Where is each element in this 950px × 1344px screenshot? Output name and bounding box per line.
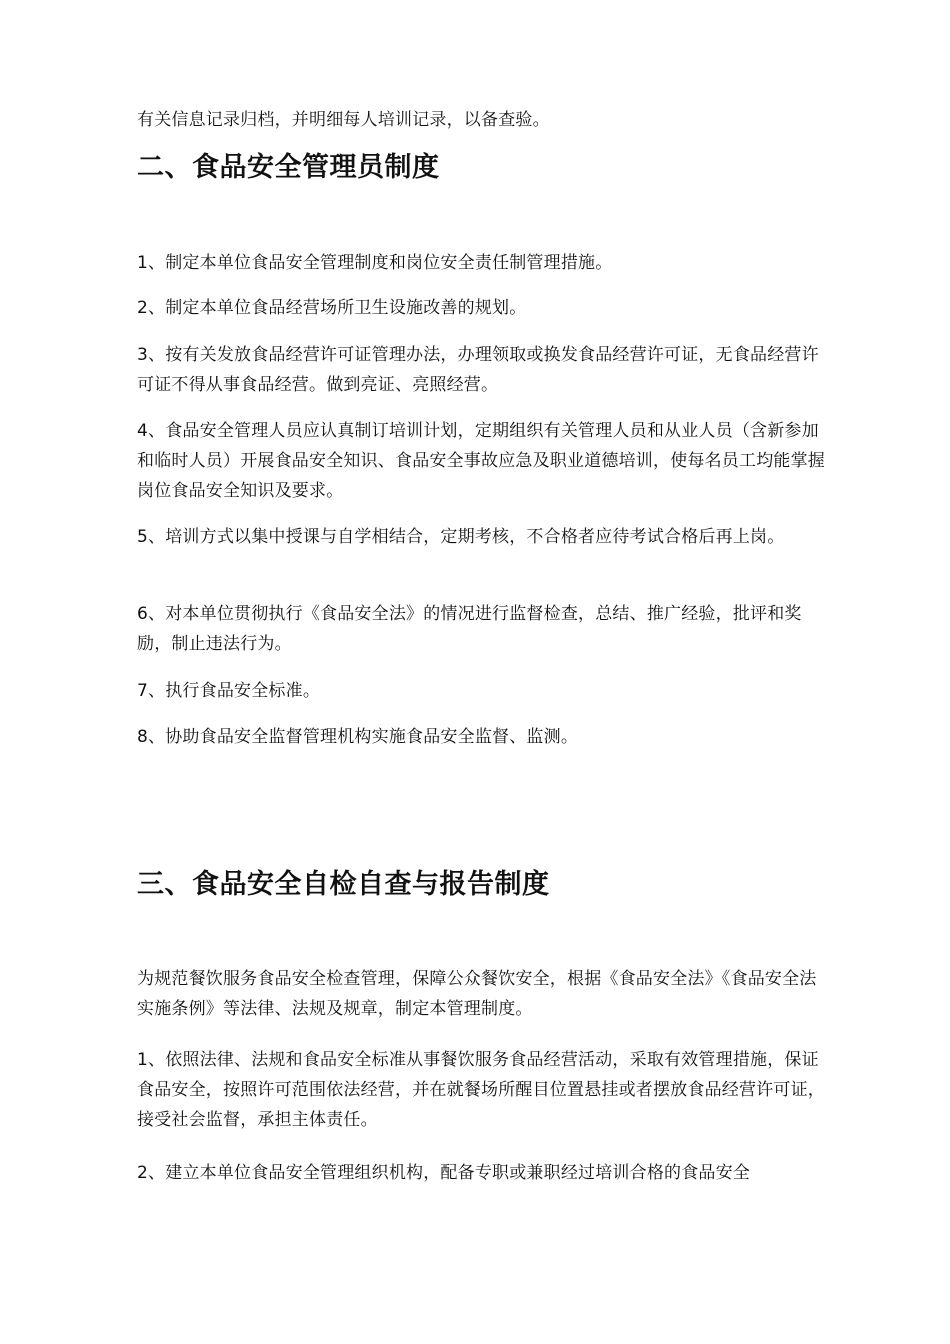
section-2-item-6: 6、对本单位贯彻执行《食品安全法》的情况进行监督检查，总结、推广经验，批评和奖励，制止违法行为。 <box>137 604 802 654</box>
section-2-item-2: 2、制定本单位食品经营场所卫生设施改善的规划。 <box>137 298 527 318</box>
section-2-item-1: 1、制定本单位食品安全管理制度和岗位安全责任制管理措施。 <box>137 253 613 273</box>
section-3-item-2: 2、建立本单位食品安全管理组织机构，配备专职或兼职经过培训合格的食品安全 <box>137 1163 751 1183</box>
intro-paragraph: 有关信息记录归档，并明细每人培训记录，以备查验。 <box>137 110 550 130</box>
section-3-item-1: 1、依照法律、法规和食品安全标准从事餐饮服务食品经营活动，采取有效管理措施，保证食品安全，按照许可范围依法经营，并在就餐场所醒目位置悬挂或者摆放食品经营许可证，接受社会监督，承担主体责任。 <box>137 1050 825 1130</box>
section-3-preamble: 为规范餐饮服务食品安全检查管理，保障公众餐饮安全，根据《食品安全法》《食品安全法实施条例》等法律、法规及规章，制定本管理制度。 <box>137 969 817 1019</box>
section-2-item-5: 5、培训方式以集中授课与自学相结合，定期考核，不合格者应待考试合格后再上岗。 <box>137 527 785 547</box>
section-2-item-3: 3、按有关发放食品经营许可证管理办法，办理领取或换发食品经营许可证，无食品经营许可证不得从事食品经营。做到亮证、亮照经营。 <box>137 345 819 395</box>
section-3-heading: 三、食品安全自检自查与报告制度 <box>137 869 550 900</box>
section-2-item-8: 8、协助食品安全监督管理机构实施食品安全监督、监测。 <box>137 727 579 747</box>
section-2-heading: 二、食品安全管理员制度 <box>137 152 440 183</box>
section-2-item-7: 7、执行食品安全标准。 <box>137 681 321 701</box>
section-2-item-4: 4、食品安全管理人员应认真制订培训计划，定期组织有关管理人员和从业人员（含新参加和临时人员）开展食品安全知识、食品安全事故应急及职业道德培训，使每名员工均能掌握岗位食品安全知识及要求。 <box>137 421 825 501</box>
